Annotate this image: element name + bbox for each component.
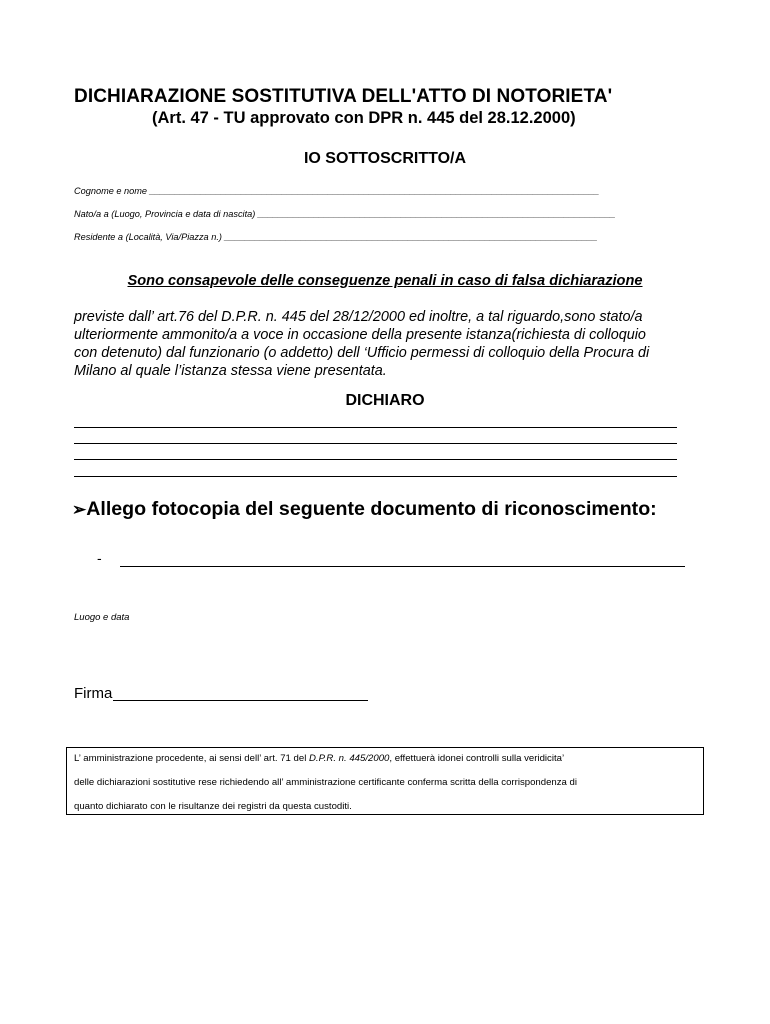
attachment-text: Allego fotocopia del seguente documento di riconoscimento:	[86, 498, 657, 520]
footer-text: L’ amministrazione procedente, ai sensi dell’ art. 71 del	[74, 753, 309, 764]
footer-line: quanto dichiarato con le risultanze dei registri da questa custoditi.	[74, 801, 352, 812]
footer-notice-box	[66, 747, 704, 815]
declaration-line[interactable]	[74, 459, 677, 460]
footer-text: , effettuerà idonei controlli sulla veridicita’	[389, 753, 565, 764]
declaration-paragraph	[74, 308, 714, 380]
document-id-line[interactable]	[120, 566, 685, 567]
declarant-heading: IO SOTTOSCRITTO/A	[303, 150, 467, 167]
declaration-line[interactable]	[74, 443, 677, 444]
penal-consequences-notice: Sono consapevole delle conseguenze penali in caso di falsa dichiarazione	[127, 273, 643, 289]
footer-law-ref: D.P.R. n. 445/2000	[309, 753, 390, 764]
document-subtitle: (Art. 47 - TU approvato con DPR n. 445 del 28.12.2000)	[152, 109, 576, 127]
footer-line: delle dichiarazioni sostitutive rese richiedendo all’ amministrazione certificante conferma scritta della corrispondenza di	[74, 777, 578, 788]
birth-place-date-field[interactable]: Nato/a a (Luogo, Provincia e data di nascita) ______________________________________________________________________	[74, 209, 616, 219]
residence-field[interactable]: Residente a (Località, Via/Piazza n.) _________________________________________________________________________	[74, 232, 598, 242]
signature-line[interactable]	[113, 700, 368, 701]
surname-name-field[interactable]: Cognome e nome ________________________________________________________________________________________	[74, 186, 600, 196]
signature-label: Firma	[74, 685, 113, 702]
place-date-label: Luogo e data	[74, 612, 130, 623]
attachment-statement	[72, 498, 657, 521]
footer-line	[74, 753, 564, 764]
dichiaro-heading: DICHIARO	[345, 392, 425, 409]
document-title: DICHIARAZIONE SOSTITUTIVA DELL'ATTO DI NOTORIETA'	[74, 86, 613, 107]
paragraph-line: previste dall’ art.76 del D.P.R. n. 445 del 28/12/2000 ed inoltre, a tal riguardo,sono stato/a	[74, 309, 643, 325]
paragraph-line: Milano al quale l’istanza stessa viene presentata.	[74, 363, 387, 379]
arrow-bullet-icon: ➢	[72, 500, 87, 519]
declaration-line[interactable]	[74, 476, 677, 477]
declaration-line[interactable]	[74, 427, 677, 428]
paragraph-line: con detenuto) dal funzionario (o addetto) dell ‘Ufficio permessi di colloquio della Procura di	[74, 345, 650, 361]
attachment-bullet: -	[97, 550, 102, 566]
paragraph-line: ulteriormente ammonito/a a voce in occasione della presente istanza(richiesta di colloquio	[74, 327, 646, 343]
